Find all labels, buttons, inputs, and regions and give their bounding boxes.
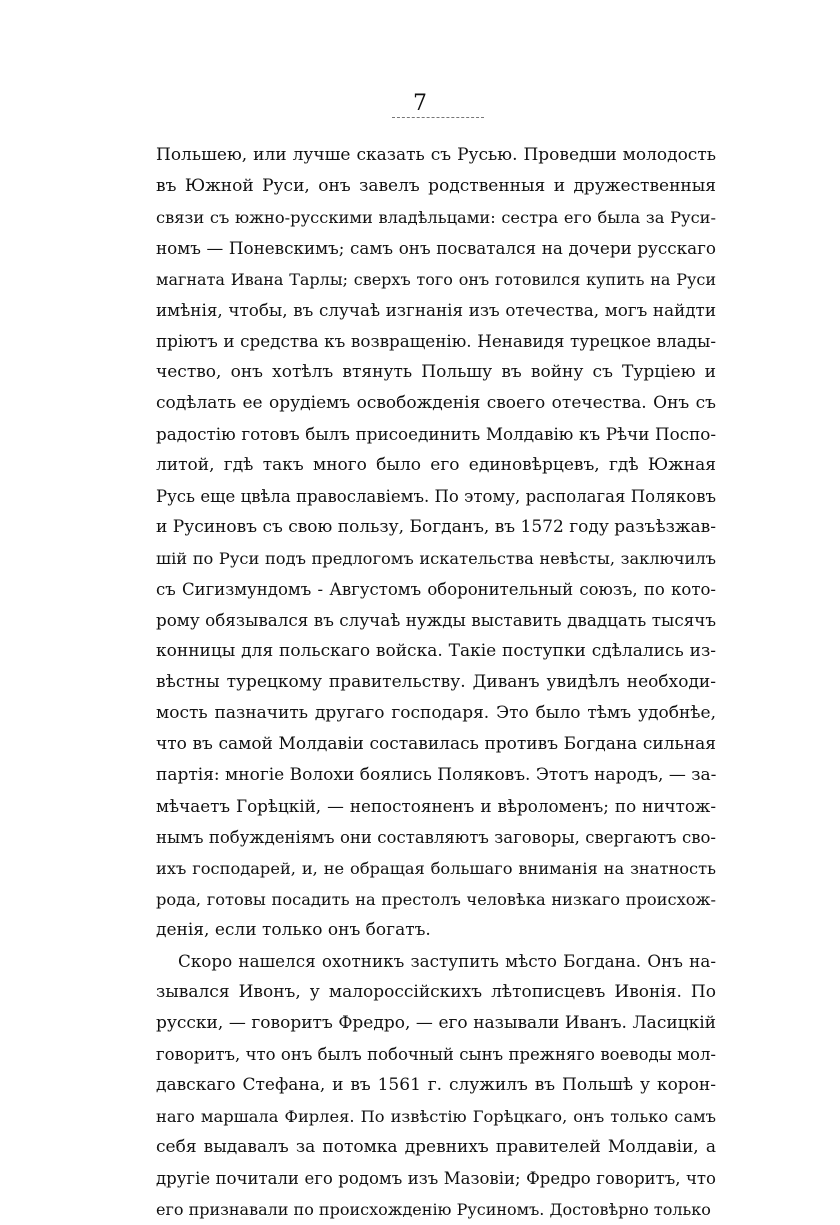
- page-number: 7: [413, 91, 427, 116]
- paragraph: [156, 946, 716, 1225]
- text-line: Скоро нашелся охотникъ заступить мѣсто Богдана. Онъ на-: [178, 951, 716, 971]
- text-line: номъ — Поневскимъ; самъ онъ посватался на дочери русскаго: [156, 238, 716, 258]
- text-line: магната Ивана Тарлы; сверхъ того онъ готовился купить на Руси: [156, 270, 716, 289]
- text-line: зывался Ивонъ, у малороссійскихъ лѣтописцевъ Ивонія. По: [156, 982, 716, 1002]
- text-line: Польшею, или лучше сказать съ Русью. Проведши молодость: [156, 145, 716, 165]
- text-line: нымъ побужденіямъ они составляютъ заговоры, свергаютъ сво-: [156, 828, 716, 847]
- text-line: литой, гдѣ такъ много было его единовѣрцевъ, гдѣ Южная: [156, 455, 716, 475]
- text-line: денія, если только онъ богатъ.: [156, 920, 431, 940]
- text-line: шій по Руси подъ предлогомъ искательства невѣсты, заключилъ: [156, 549, 716, 568]
- paragraph: [156, 140, 716, 946]
- text-line: другіе почитали его родомъ изъ Мазовіи; Фредро говоритъ, что: [156, 1169, 716, 1188]
- text-line: что въ самой Молдавіи составилась противъ Богдана сильная: [156, 734, 716, 754]
- text-line: радостію готовъ былъ присоединить Молдавію къ Рѣчи Поспо-: [156, 424, 716, 444]
- text-line: мость пазначить другаго господаря. Это было тѣмъ удобнѣе,: [156, 703, 716, 723]
- text-line: въ Южной Руси, онъ завелъ родственныя и дружественныя: [156, 176, 716, 196]
- text-line: связи съ южно-русскими владѣльцами: сестра его была за Руси-: [156, 208, 716, 227]
- text-line: давскаго Стефана, и въ 1561 г. служилъ въ Польшѣ у корон-: [156, 1075, 716, 1095]
- text-line: чество, онъ хотѣлъ втянуть Польшу въ войну съ Турціею и: [156, 362, 716, 382]
- text-line: имѣнія, чтобы, въ случаѣ изгнанія изъ отечества, могъ найдти: [156, 300, 716, 320]
- text-line: мѣчаетъ Горѣцкій, — непостояненъ и вѣроломенъ; по ничтож-: [156, 796, 716, 816]
- text-line: партія: многіе Волохи боялись Поляковъ. Этотъ народъ, — за-: [156, 765, 716, 785]
- text-line: вѣстны турецкому правительству. Диванъ увидѣлъ необходи-: [156, 672, 716, 692]
- text-line: съ Сигизмундомъ - Августомъ оборонительный союзъ, по кото-: [156, 580, 716, 599]
- text-line: ихъ господарей, и, не обращая большаго вниманія на знатность: [156, 859, 716, 878]
- text-line: содѣлать ее орудіемъ освобожденія своего отечества. Онъ съ: [156, 393, 716, 413]
- body-text: [156, 140, 716, 1225]
- text-line: его признавали по происхожденію Русиномъ. Достовѣрно только: [156, 1200, 711, 1219]
- text-line: рода, готовы посадить на престолъ человѣка низкаго происхож-: [156, 890, 716, 909]
- text-line: наго маршала Фирлея. По извѣстію Горѣцкаго, онъ только самъ: [156, 1107, 716, 1126]
- text-line: говоритъ, что онъ былъ побочный сынъ прежняго воеводы мол-: [156, 1045, 716, 1064]
- text-line: русски, — говоритъ Фредро, — его называли Иванъ. Ласицкій: [156, 1013, 716, 1033]
- text-line: пріютъ и средства къ возвращенію. Ненавидя турецкое влады-: [156, 331, 716, 351]
- text-line: рому обязывался въ случаѣ нужды выставить двадцать тысячъ: [156, 610, 716, 630]
- text-line: себя выдавалъ за потомка древнихъ правителей Молдавіи, а: [156, 1137, 716, 1157]
- text-line: и Русиновъ съ свою пользу, Богданъ, въ 1572 году разъѣзжав-: [156, 517, 716, 537]
- text-line: Русь еще цвѣла православіемъ. По этому, располагая Поляковъ: [156, 487, 716, 506]
- header-rule: [392, 117, 484, 118]
- text-line: конницы для польскаго войска. Такіе поступки сдѣлались из-: [156, 641, 716, 661]
